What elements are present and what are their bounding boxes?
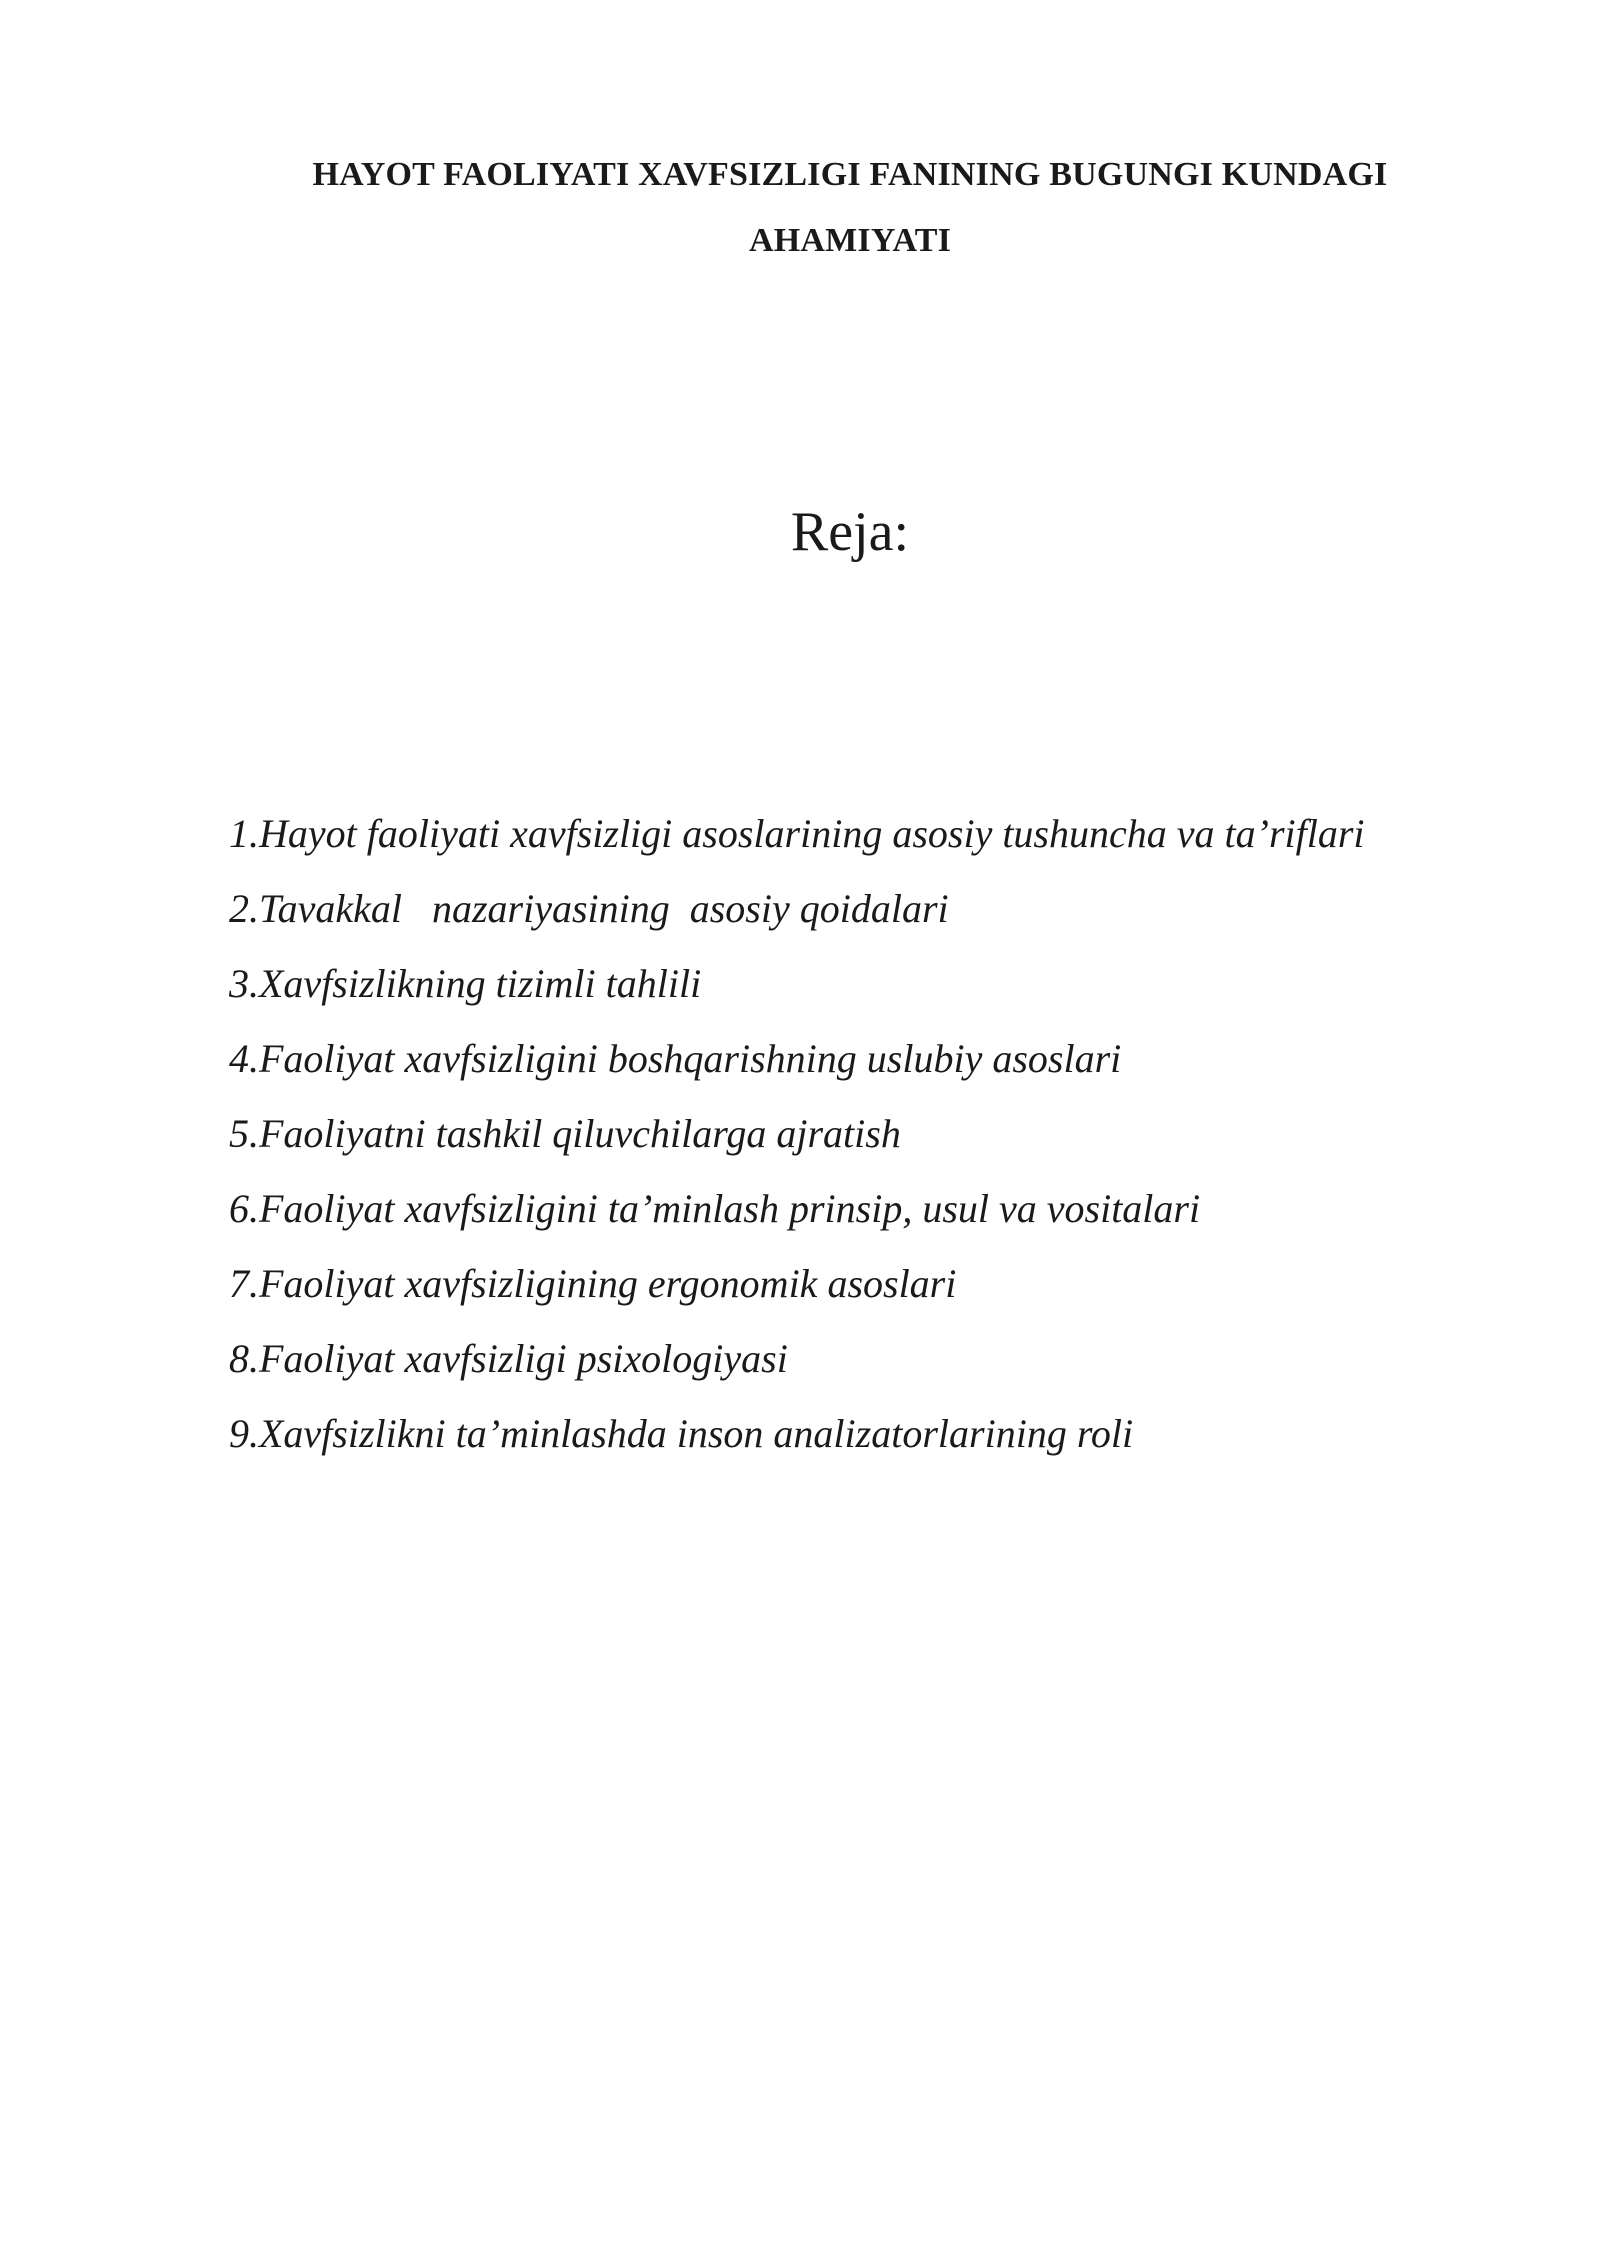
plan-item-6: 6.Faoliyat xavfsizligini ta’minlash prinsip, usul va vositalari [229,1186,1201,1231]
plan-item-3: 3.Xavfsizlikning tizimli tahlili [229,961,702,1006]
plan-heading: Reja: [790,501,910,563]
plan-item-7: 7.Faoliyat xavfsizligining ergonomik asoslari [229,1261,957,1306]
plan-item-2: 2.Tavakkal nazariyasining asosiy qoidalari [229,886,949,931]
plan-item-4: 4.Faoliyat xavfsizligini boshqarishning uslubiy asoslari [229,1036,1122,1081]
document-title-line-1: HAYOT FAOLIYATI XAVFSIZLIGI FANINING BUGUNGI KUNDAGI [312,156,1388,193]
plan-item-1: 1.Hayot faoliyati xavfsizligi asoslarining asosiy tushuncha va ta’riflari [229,811,1365,856]
plan-item-5: 5.Faoliyatni tashkil qiluvchilarga ajratish [229,1111,901,1156]
plan-item-9: 9.Xavfsizlikni ta’minlashda inson analizatorlarining roli [229,1411,1134,1456]
plan-list [229,796,1365,1471]
document-title-line-2: AHAMIYATI [748,222,952,259]
plan-item-8: 8.Faoliyat xavfsizligi psixologiyasi [229,1336,788,1381]
